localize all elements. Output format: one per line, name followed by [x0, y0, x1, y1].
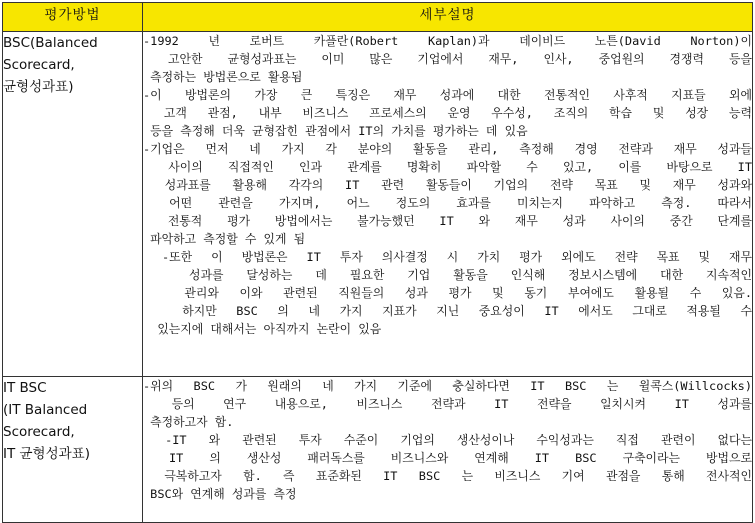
- method-line: 균형성과표): [3, 79, 74, 95]
- description-line: 성과표를 활용해 각각의 IT 관련 활동들이 기업의 전략 목표 및 재무 성과와: [143, 178, 752, 192]
- description-line: 파악하고 측정할 수 있게 됨: [143, 232, 306, 246]
- method-line: Scorecard,: [3, 57, 75, 73]
- description-line: 등을 측정해 더욱 균형잡힌 관점에서 IT의 가치를 평가하는 데 있음: [143, 124, 528, 138]
- method-cell-it-bsc: [3, 377, 143, 523]
- description-line: 전통적 평가 방법에서는 불가능했던 IT 와 재무 성과 사이의 중간 단계를: [143, 214, 752, 228]
- description-line: 성과를 달성하는 데 필요한 기업 활동을 인식해 정보시스템에 대한 지속적인: [143, 268, 752, 282]
- method-line: IT BSC: [3, 380, 47, 396]
- description-line: 사이의 직접적인 인과 관계를 명확히 파악할 수 있고, 이를 바탕으로 IT: [143, 160, 752, 174]
- description-line: -기업은 먼저 네 가지 각 분야의 활동을 관리, 측정해 경영 전략과 재무 성과들: [143, 142, 752, 156]
- description-line: -1992 년 로버트 카플란(Robert Kaplan)과 데이비드 노튼(David Norton)이: [143, 34, 752, 48]
- evaluation-methods-table: [2, 2, 753, 523]
- method-line: IT 균형성과표): [3, 446, 90, 462]
- description-line: 있는지에 대해서는 아직까지 논란이 있음: [143, 322, 382, 336]
- method-line: BSC(Balanced: [3, 35, 98, 51]
- description-line: 극복하고자 함. 즉 표준화된 IT BSC 는 비즈니스 기여 관점을 통해 전사적인: [143, 469, 752, 483]
- description-line: -IT 와 관련된 투자 수준이 기업의 생산성이나 수익성과는 직접 관련이 없다는: [143, 433, 752, 447]
- method-line: (IT Balanced: [3, 402, 88, 418]
- description-line: 관리와 이와 관련된 직원들의 성과 평가 및 동기 부여에도 활용될 수 있음.: [143, 286, 752, 300]
- description-line: 측정하고자 함.: [143, 415, 234, 429]
- header-row: [3, 3, 753, 32]
- header-description: 세부설명: [143, 3, 753, 32]
- method-line: Scorecard,: [3, 424, 75, 440]
- table-row-it-bsc: [3, 377, 753, 523]
- description-line: 어떤 관련을 가지며, 어느 정도의 효과를 미치는지 파악하고 측정. 따라서: [143, 196, 752, 210]
- table-row-bsc: [3, 32, 753, 377]
- method-cell-bsc: [3, 32, 143, 377]
- header-method: 평가방법: [3, 3, 143, 32]
- description-line: -또한 이 방법론은 IT 투자 의사결정 시 가치 평가 외에도 전략 목표 및 재무: [143, 250, 752, 264]
- description-line: IT 의 생산성 패러독스를 비즈니스와 연계해 IT BSC 구축이라는 방법으로: [143, 451, 752, 465]
- description-line: 하지만 BSC 의 네 가지 지표가 지닌 중요성이 IT 에서도 그대로 적용될 수: [143, 304, 752, 318]
- description-line: 등의 연구 내용으로, 비즈니스 전략과 IT 전략을 일치시켜 IT 성과를: [143, 397, 752, 411]
- description-line: BSC와 연계해 성과를 측정: [143, 487, 297, 501]
- description-line: 측정하는 방법론으로 활용됨: [143, 70, 303, 84]
- description-line: -이 방법론의 가장 큰 특징은 재무 성과에 대한 전통적인 사후적 지표들 외에: [143, 88, 752, 102]
- description-line: -위의 BSC 가 원래의 네 가지 기준에 충실하다면 IT BSC 는 윌콕스(Willcocks): [143, 379, 752, 393]
- description-line: 고안한 균형성과표는 이미 많은 기업에서 재무, 인사, 중업원의 경쟁력 등을: [143, 52, 752, 66]
- description-cell-it-bsc: [143, 377, 753, 523]
- description-cell-bsc: [143, 32, 753, 377]
- description-line: 고객 관점, 내부 비즈니스 프로세스의 운영 우수성, 조직의 학습 및 성장 능력: [143, 106, 752, 120]
